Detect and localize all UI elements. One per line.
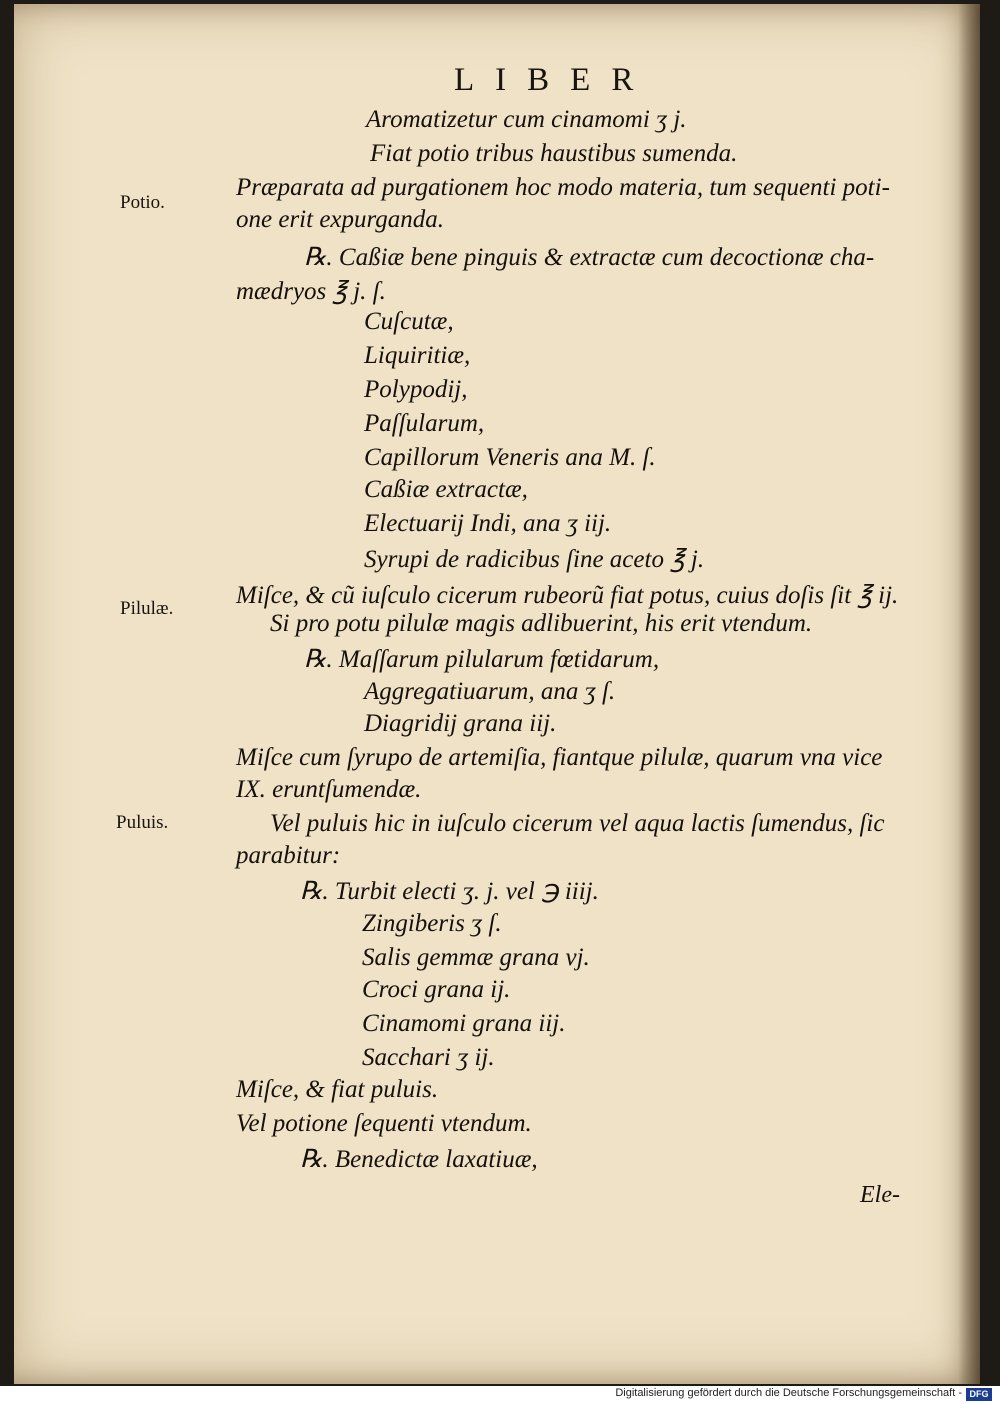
footer-bar [0,1386,1000,1404]
funding-credit: Digitalisierung gefördert durch die Deutsche Forschungsgemeinschaft - [615,1387,962,1399]
text-line: Sacchari ʒ ij. [362,1044,495,1071]
text-line: Vel potione ſequenti vtendum. [236,1110,532,1137]
text-line: ℞. Maſſarum pilularum fœtidarum, [304,646,660,673]
text-line: Aromatizetur cum cinamomi ʒ j. [366,106,687,133]
text-line: ℞. Benedictæ laxatiuæ, [300,1146,538,1173]
catchword: Ele- [860,1182,900,1208]
text-line: Cuſcutæ, [364,308,454,335]
margin-note-potio: Potio. [120,192,165,213]
text-line: Caßiæ extractæ, [364,476,528,503]
text-line: Fiat potio tribus haustibus sumenda. [370,140,738,167]
text-line: Zingiberis ʒ ſ. [362,910,502,937]
text-line: Aggregatiuarum, ana ʒ ſ. [364,678,616,705]
text-line: Vel puluis hic in iuſculo cicerum vel aqua lactis ſumendus, ſic [270,810,885,837]
text-line: mædryos ℥ j. ſ. [236,278,386,305]
text-line: Paſſularum, [364,410,485,437]
text-line: Liquiritiæ, [364,342,471,369]
text-line: ℞. Caßiæ bene pinguis & extractæ cum decoctionæ cha- [304,244,875,271]
text-line: ℞. Turbit electi ʒ. j. vel ℈ iiij. [300,878,599,905]
text-line: Syrupi de radicibus ſine aceto ℥ j. [364,546,705,573]
text-line: Croci grana ij. [362,976,511,1003]
text-line: Miſce cum ſyrupo de artemiſia, fiantque pilulæ, quarum vna vice [236,744,883,771]
running-head: LIBER [454,62,655,98]
margin-note-pilulae: Pilulæ. [120,598,174,619]
text-line: Si pro potu pilulæ magis adlibuerint, his erit vtendum. [270,610,813,637]
text-line: one erit expurganda. [236,206,445,233]
text-line: Miſce, & cũ iuſculo cicerum rubeorũ fiat potus, cuius doſis ſit ℥ ij. [236,582,899,609]
text-line: Miſce, & fiat puluis. [236,1076,439,1103]
book-page [14,4,980,1384]
text-line: Præparata ad purgationem hoc modo materia, tum sequenti poti- [236,174,890,201]
margin-note-puluis: Puluis. [116,812,169,833]
text-line: Electuarij Indi, ana ʒ iij. [364,510,612,537]
text-line: IX. eruntſumendæ. [236,776,422,803]
text-line: Capillorum Veneris ana M. ſ. [364,444,656,471]
text-line: Cinamomi grana iij. [362,1010,566,1037]
text-line: parabitur: [236,842,341,869]
text-line: Polypodij, [364,376,468,403]
text-line: Diagridij grana iij. [364,710,557,737]
dfg-logo: DFG [966,1388,992,1401]
text-line: Salis gemmæ grana vj. [362,944,590,971]
